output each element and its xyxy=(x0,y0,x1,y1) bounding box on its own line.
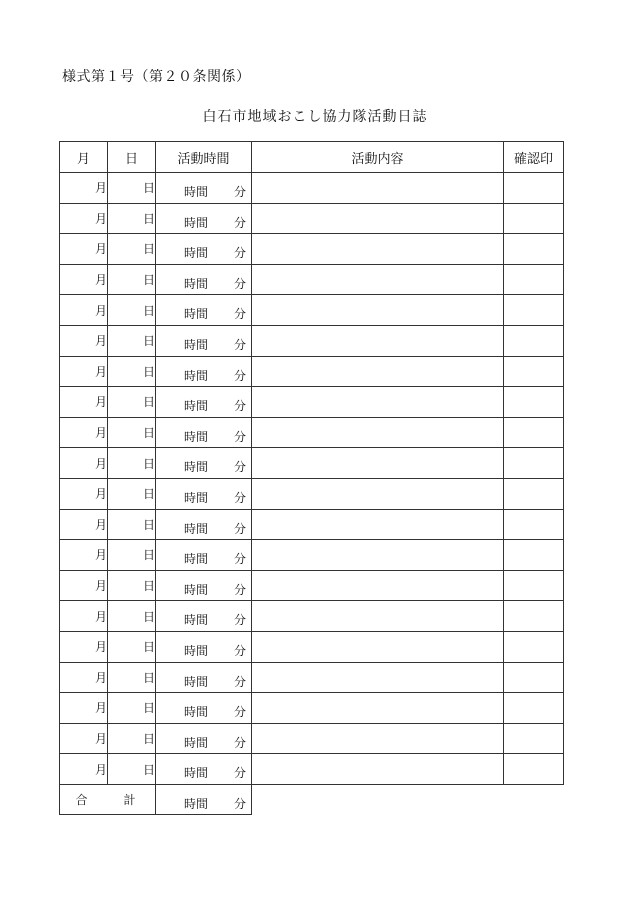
header-activity-time: 活動時間 xyxy=(156,142,252,173)
hours-label: 時間 xyxy=(184,613,209,628)
day-cell[interactable] xyxy=(108,570,156,601)
day-cell[interactable] xyxy=(108,203,156,234)
hours-label: 時間 xyxy=(184,766,209,781)
month-label: 月 xyxy=(94,364,107,379)
month-cell[interactable] xyxy=(60,509,108,540)
month-cell[interactable] xyxy=(60,662,108,693)
month-cell[interactable] xyxy=(60,173,108,204)
month-label: 月 xyxy=(94,211,107,226)
month-label: 月 xyxy=(94,609,107,624)
confirmation-seal-cell[interactable] xyxy=(504,631,564,662)
confirmation-seal-cell[interactable] xyxy=(504,264,564,295)
activity-content-cell[interactable] xyxy=(252,234,504,265)
log-row xyxy=(60,203,564,234)
time-cell[interactable] xyxy=(156,387,252,418)
time-cell[interactable] xyxy=(156,356,252,387)
day-cell[interactable] xyxy=(108,693,156,724)
confirmation-seal-cell[interactable] xyxy=(504,448,564,479)
hours-label: 時間 xyxy=(184,185,209,199)
confirmation-seal-cell[interactable] xyxy=(504,356,564,387)
activity-content-cell[interactable] xyxy=(252,387,504,418)
day-label: 日 xyxy=(142,640,155,655)
day-label: 日 xyxy=(142,731,155,746)
log-row xyxy=(60,173,564,204)
day-label: 日 xyxy=(142,487,155,502)
activity-content-cell[interactable] xyxy=(252,509,504,540)
day-cell[interactable] xyxy=(108,448,156,479)
hours-label: 時間 xyxy=(184,643,209,658)
confirmation-seal-cell[interactable] xyxy=(504,540,564,571)
log-row xyxy=(60,448,564,479)
log-row xyxy=(60,509,564,540)
time-cell[interactable] xyxy=(156,509,252,540)
day-label: 日 xyxy=(142,426,155,441)
month-cell[interactable] xyxy=(60,478,108,509)
header-day: 日 xyxy=(108,142,156,173)
log-row xyxy=(60,356,564,387)
month-label: 月 xyxy=(94,273,107,288)
month-label: 月 xyxy=(94,640,107,655)
minutes-label: 分 xyxy=(233,215,246,230)
day-label: 日 xyxy=(142,456,155,471)
confirmation-seal-cell[interactable] xyxy=(504,693,564,724)
header-row xyxy=(60,142,564,173)
log-row xyxy=(60,417,564,448)
time-cell[interactable] xyxy=(156,601,252,632)
activity-content-cell[interactable] xyxy=(252,356,504,387)
log-row xyxy=(60,570,564,601)
confirmation-seal-cell[interactable] xyxy=(504,601,564,632)
month-label: 月 xyxy=(94,303,107,318)
hours-label: 時間 xyxy=(184,246,209,261)
month-cell[interactable] xyxy=(60,234,108,265)
day-cell[interactable] xyxy=(108,417,156,448)
month-label: 月 xyxy=(94,181,107,196)
minutes-label: 分 xyxy=(233,705,246,720)
confirmation-seal-cell[interactable] xyxy=(504,387,564,418)
time-cell[interactable] xyxy=(156,631,252,662)
day-label: 日 xyxy=(142,273,155,288)
day-cell[interactable] xyxy=(108,662,156,693)
confirmation-seal-cell[interactable] xyxy=(504,754,564,785)
log-row xyxy=(60,478,564,509)
time-cell[interactable] xyxy=(156,173,252,204)
month-label: 月 xyxy=(94,426,107,441)
day-label: 日 xyxy=(142,242,155,257)
day-label: 日 xyxy=(142,181,155,196)
month-cell[interactable] xyxy=(60,693,108,724)
month-label: 月 xyxy=(94,487,107,502)
minutes-label: 分 xyxy=(233,521,246,536)
log-row xyxy=(60,264,564,295)
log-row xyxy=(60,693,564,724)
month-cell[interactable] xyxy=(60,754,108,785)
month-cell[interactable] xyxy=(60,325,108,356)
total-hours-label: 時間 xyxy=(184,796,209,811)
activity-content-cell[interactable] xyxy=(252,325,504,356)
day-cell[interactable] xyxy=(108,264,156,295)
minutes-label: 分 xyxy=(233,276,246,291)
day-label: 日 xyxy=(142,211,155,226)
log-row xyxy=(60,325,564,356)
hours-label: 時間 xyxy=(184,460,209,475)
activity-content-cell[interactable] xyxy=(252,754,504,785)
confirmation-seal-cell[interactable] xyxy=(504,234,564,265)
time-cell[interactable] xyxy=(156,448,252,479)
day-label: 日 xyxy=(142,364,155,379)
day-cell[interactable] xyxy=(108,173,156,204)
minutes-label: 分 xyxy=(233,368,246,383)
month-cell[interactable] xyxy=(60,570,108,601)
activity-content-cell[interactable] xyxy=(252,203,504,234)
log-body xyxy=(60,173,564,785)
minutes-label: 分 xyxy=(233,552,246,567)
day-cell[interactable] xyxy=(108,631,156,662)
day-label: 日 xyxy=(142,670,155,685)
log-row xyxy=(60,234,564,265)
hours-label: 時間 xyxy=(184,735,209,750)
minutes-label: 分 xyxy=(233,490,246,505)
confirmation-seal-cell[interactable] xyxy=(504,509,564,540)
time-cell[interactable] xyxy=(156,662,252,693)
time-cell[interactable] xyxy=(156,325,252,356)
hours-label: 時間 xyxy=(184,337,209,352)
log-row xyxy=(60,754,564,785)
month-label: 月 xyxy=(94,701,107,716)
day-cell[interactable] xyxy=(108,356,156,387)
activity-content-cell[interactable] xyxy=(252,662,504,693)
minutes-label: 分 xyxy=(233,613,246,628)
month-label: 月 xyxy=(94,242,107,257)
month-label: 月 xyxy=(94,579,107,594)
month-cell[interactable] xyxy=(60,356,108,387)
minutes-label: 分 xyxy=(233,307,246,322)
confirmation-seal-cell[interactable] xyxy=(504,173,564,204)
header-month: 月 xyxy=(60,142,108,173)
log-row xyxy=(60,662,564,693)
time-cell[interactable] xyxy=(156,540,252,571)
document-title: 白石市地域おこし協力隊活動日誌 xyxy=(202,109,428,125)
activity-content-cell[interactable] xyxy=(252,478,504,509)
day-label: 日 xyxy=(142,303,155,318)
header-confirmation-seal: 確認印 xyxy=(504,142,564,173)
day-cell[interactable] xyxy=(108,387,156,418)
hours-label: 時間 xyxy=(184,582,209,597)
total-label: 合 計 xyxy=(60,784,156,815)
hours-label: 時間 xyxy=(184,705,209,720)
minutes-label: 分 xyxy=(233,337,246,352)
month-cell[interactable] xyxy=(60,264,108,295)
confirmation-seal-cell[interactable] xyxy=(504,662,564,693)
activity-content-cell[interactable] xyxy=(252,631,504,662)
day-label: 日 xyxy=(142,517,155,532)
time-cell[interactable] xyxy=(156,234,252,265)
minutes-label: 分 xyxy=(233,246,246,261)
month-cell[interactable] xyxy=(60,387,108,418)
minutes-label: 分 xyxy=(233,460,246,475)
day-cell[interactable] xyxy=(108,478,156,509)
activity-content-cell[interactable] xyxy=(252,417,504,448)
minutes-label: 分 xyxy=(233,185,246,199)
month-label: 月 xyxy=(94,670,107,685)
month-cell[interactable] xyxy=(60,417,108,448)
day-label: 日 xyxy=(142,579,155,594)
month-cell[interactable] xyxy=(60,601,108,632)
month-label: 月 xyxy=(94,548,107,563)
activity-content-cell[interactable] xyxy=(252,723,504,754)
log-row xyxy=(60,601,564,632)
minutes-label: 分 xyxy=(233,735,246,750)
activity-content-cell[interactable] xyxy=(252,540,504,571)
hours-label: 時間 xyxy=(184,674,209,689)
minutes-label: 分 xyxy=(233,582,246,597)
activity-content-cell[interactable] xyxy=(252,693,504,724)
time-cell[interactable] xyxy=(156,478,252,509)
total-row xyxy=(60,784,564,815)
minutes-label: 分 xyxy=(233,429,246,444)
confirmation-seal-cell[interactable] xyxy=(504,203,564,234)
day-label: 日 xyxy=(142,701,155,716)
month-cell[interactable] xyxy=(60,723,108,754)
month-cell[interactable] xyxy=(60,295,108,326)
confirmation-seal-cell[interactable] xyxy=(504,570,564,601)
hours-label: 時間 xyxy=(184,521,209,536)
log-row xyxy=(60,387,564,418)
day-cell[interactable] xyxy=(108,234,156,265)
activity-content-cell[interactable] xyxy=(252,448,504,479)
log-row xyxy=(60,723,564,754)
month-cell[interactable] xyxy=(60,203,108,234)
month-label: 月 xyxy=(94,456,107,471)
month-label: 月 xyxy=(94,731,107,746)
time-cell[interactable] xyxy=(156,295,252,326)
hours-label: 時間 xyxy=(184,215,209,230)
log-row xyxy=(60,631,564,662)
day-label: 日 xyxy=(142,395,155,410)
activity-content-cell[interactable] xyxy=(252,601,504,632)
total-minutes-label: 分 xyxy=(233,796,246,811)
confirmation-seal-cell[interactable] xyxy=(504,417,564,448)
activity-content-cell[interactable] xyxy=(252,570,504,601)
total-time-cell xyxy=(156,784,252,815)
activity-log-table xyxy=(59,141,564,815)
total-row-blank xyxy=(252,784,564,815)
minutes-label: 分 xyxy=(233,399,246,414)
day-label: 日 xyxy=(142,334,155,349)
time-cell[interactable] xyxy=(156,693,252,724)
day-cell[interactable] xyxy=(108,295,156,326)
month-label: 月 xyxy=(94,762,107,777)
confirmation-seal-cell[interactable] xyxy=(504,478,564,509)
time-cell[interactable] xyxy=(156,203,252,234)
day-label: 日 xyxy=(142,609,155,624)
day-cell[interactable] xyxy=(108,723,156,754)
month-cell[interactable] xyxy=(60,631,108,662)
hours-label: 時間 xyxy=(184,307,209,322)
time-cell[interactable] xyxy=(156,417,252,448)
month-label: 月 xyxy=(94,334,107,349)
activity-content-cell[interactable] xyxy=(252,295,504,326)
day-cell[interactable] xyxy=(108,754,156,785)
month-cell[interactable] xyxy=(60,540,108,571)
header-activity-content: 活動内容 xyxy=(252,142,504,173)
hours-label: 時間 xyxy=(184,276,209,291)
day-label: 日 xyxy=(142,548,155,563)
month-label: 月 xyxy=(94,517,107,532)
confirmation-seal-cell[interactable] xyxy=(504,723,564,754)
day-label: 日 xyxy=(142,762,155,777)
hours-label: 時間 xyxy=(184,552,209,567)
minutes-label: 分 xyxy=(233,643,246,658)
minutes-label: 分 xyxy=(233,674,246,689)
hours-label: 時間 xyxy=(184,490,209,505)
month-cell[interactable] xyxy=(60,448,108,479)
day-cell[interactable] xyxy=(108,601,156,632)
form-number: 様式第１号（第２０条関係） xyxy=(62,69,251,85)
activity-content-cell[interactable] xyxy=(252,173,504,204)
activity-content-cell[interactable] xyxy=(252,264,504,295)
day-cell[interactable] xyxy=(108,540,156,571)
month-label: 月 xyxy=(94,395,107,410)
confirmation-seal-cell[interactable] xyxy=(504,295,564,326)
confirmation-seal-cell[interactable] xyxy=(504,325,564,356)
time-cell[interactable] xyxy=(156,570,252,601)
hours-label: 時間 xyxy=(184,399,209,414)
log-row xyxy=(60,540,564,571)
hours-label: 時間 xyxy=(184,368,209,383)
day-cell[interactable] xyxy=(108,509,156,540)
day-cell[interactable] xyxy=(108,325,156,356)
log-row xyxy=(60,295,564,326)
time-cell[interactable] xyxy=(156,264,252,295)
time-cell[interactable] xyxy=(156,723,252,754)
time-cell[interactable] xyxy=(156,754,252,785)
hours-label: 時間 xyxy=(184,429,209,444)
minutes-label: 分 xyxy=(233,766,246,781)
